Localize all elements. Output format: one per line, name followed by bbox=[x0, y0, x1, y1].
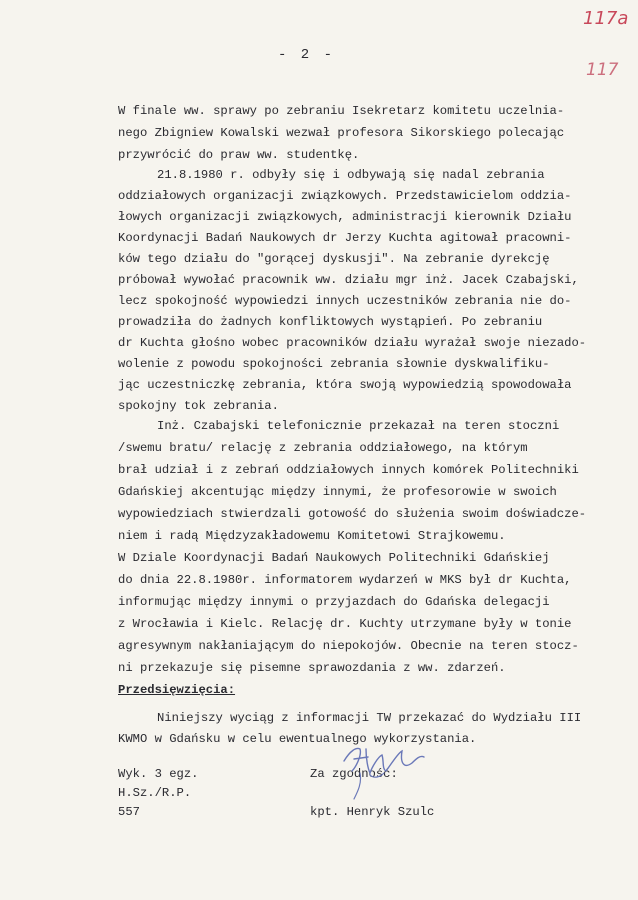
paragraph-2-line: łowych organizacji związkowych, administracji kierownik Działu bbox=[118, 210, 572, 224]
paragraph-2-line: 21.8.1980 r. odbyły się i odbywają się nadal zebrania bbox=[157, 168, 545, 182]
paragraph-2-line: lecz spokojność wypowiedzi innych uczestników zebrania nie do- bbox=[118, 294, 572, 308]
paragraph-2-line: jąc uczestniczkę zebrania, która swoją wypowiedzią spowodowała bbox=[118, 378, 572, 392]
paragraph-2-line: dr Kuchta głośno wobec pracowników działu wyrażał swoje niezado- bbox=[118, 336, 587, 350]
paragraph-3-line: wypowiedziach stwierdzali gotowość do służenia swoim doświadcze- bbox=[118, 507, 587, 521]
page-number: - 2 - bbox=[278, 47, 336, 63]
margin-number-primary: 117a bbox=[583, 8, 629, 29]
paragraph-1-line: W finale ww. sprawy po zebraniu Isekretarz komitetu uczelnia- bbox=[118, 104, 565, 118]
paragraph-2-line: próbował wywołać pracownik ww. działu mgr inż. Jacek Czabajski, bbox=[118, 273, 579, 287]
signatory-name: kpt. Henryk Szulc bbox=[310, 805, 435, 819]
measures-heading: Przedsięwzięcia: bbox=[118, 683, 236, 697]
paragraph-3-line: niem i radą Międzyzakładowemu Komitetowi Strajkowemu. bbox=[118, 529, 506, 543]
register-number: 557 bbox=[118, 805, 140, 819]
paragraph-2-line: Koordynacji Badań Naukowych dr Jerzy Kuchta agitował pracowni- bbox=[118, 231, 572, 245]
paragraph-3-line: Gdańskiej akcentując między innymi, że profesorowie w swoich bbox=[118, 485, 557, 499]
paragraph-3-line: z Wrocławia i Kielc. Relację dr. Kuchty utrzymane były w tonie bbox=[118, 617, 572, 631]
paragraph-3-line: /swemu bratu/ relację z zebrania oddziałowego, na którym bbox=[118, 441, 528, 455]
paragraph-3-line: W Dziale Koordynacji Badań Naukowych Politechniki Gdańskiej bbox=[118, 551, 550, 565]
measures-line: KWMO w Gdańsku w celu ewentualnego wykorzystania. bbox=[118, 732, 477, 746]
paragraph-1-line: przywrócić do praw ww. studentkę. bbox=[118, 148, 360, 162]
paragraph-1-line: nego Zbigniew Kowalski wezwał profesora Sikorskiego polecając bbox=[118, 126, 565, 140]
paragraph-2-line: prowadziła do żadnych konfliktowych wystąpień. Po zebraniu bbox=[118, 315, 543, 329]
handwritten-signature-icon bbox=[340, 733, 430, 803]
paragraph-2-line: oddziałowych organizacji związkowych. Przedstawicielom oddzia- bbox=[118, 189, 572, 203]
margin-number-secondary: 117 bbox=[586, 60, 619, 80]
paragraph-3-line: Inż. Czabajski telefonicznie przekazał na teren stoczni bbox=[157, 419, 560, 433]
copies-note bbox=[118, 765, 198, 822]
paragraph-3-line: informując między innymi o przyjazdach do Gdańska delegacji bbox=[118, 595, 550, 609]
paragraph-2-line: spokojny tok zebrania. bbox=[118, 399, 279, 413]
initials-line: H.Sz./R.P. bbox=[118, 786, 192, 800]
paragraph-3-line: do dnia 22.8.1980r. informatorem wydarzeń w MKS był dr Kuchta, bbox=[118, 573, 572, 587]
paragraph-3-line: brał udział i z zebrań oddziałowych innych komórek Politechniki bbox=[118, 463, 579, 477]
measures-line: Niniejszy wyciąg z informacji TW przekazać do Wydziału III bbox=[157, 711, 582, 725]
copies-line: Wyk. 3 egz. bbox=[118, 767, 199, 781]
paragraph-3-line: agresywnym nakłaniającym do niepokojów. Obecnie na teren stocz- bbox=[118, 639, 579, 653]
paragraph-2-line: wolenie z powodu spokojności zebrania słownie dyskwalifiku- bbox=[118, 357, 550, 371]
attestation-label: Za zgodność: bbox=[310, 767, 398, 781]
paragraph-2-line: ków tego działu do "gorącej dyskusji". Na zebranie dyrekcję bbox=[118, 252, 550, 266]
paragraph-3-line: ni przekazuje się pisemne sprawozdania z ww. zdarzeń. bbox=[118, 661, 506, 675]
